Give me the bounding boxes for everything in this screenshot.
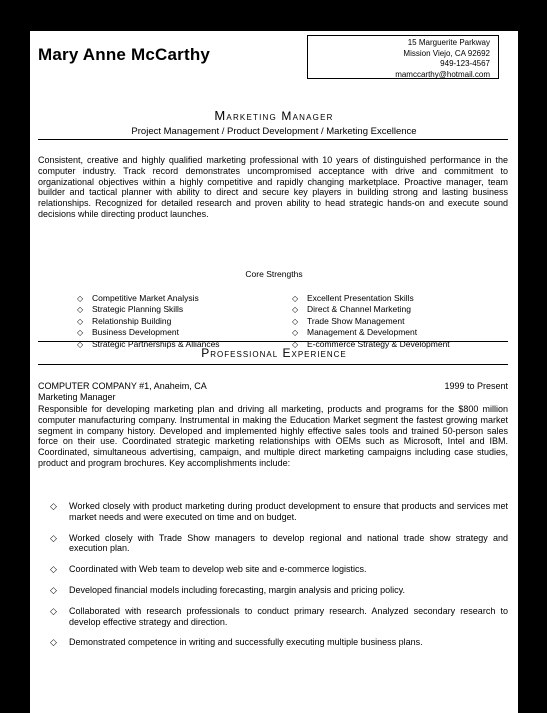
list-item: ◇ Competitive Market Analysis — [77, 293, 199, 303]
position-subtitle: Project Management / Product Development / Marketing Excellence — [131, 126, 417, 137]
diamond-bullet-icon: ◇ — [292, 316, 299, 326]
diamond-bullet-icon: ◇ — [77, 294, 84, 303]
diamond-bullet-icon: ◇ — [50, 532, 57, 543]
section-rule-bottom — [38, 364, 508, 365]
resume-page — [30, 31, 518, 713]
diamond-bullet-icon: ◇ — [292, 339, 299, 349]
diamond-bullet-icon: ◇ — [50, 501, 57, 511]
diamond-bullet-icon: ◇ — [50, 637, 57, 648]
job-role: Marketing Manager — [38, 392, 116, 402]
contact-address: 15 Marguerite Parkway — [407, 38, 490, 47]
list-item: ◇ Developed financial models including forecasting, margin analysis and pricing policy. — [50, 584, 406, 595]
list-item: ◇ Strategic Partnerships & Alliances — [77, 338, 220, 349]
list-item: ◇ Worked closely with Trade Show managers to develop regional and national trade show strategy and execution plan. — [50, 532, 508, 554]
achievements-list — [38, 501, 508, 648]
contact-email: mamccarthy@hotmail.com — [395, 69, 490, 79]
contact-box — [307, 35, 499, 79]
list-item: ◇ Strategic Planning Skills — [77, 304, 184, 315]
list-item: ◇ Coordinated with Web team to develop web site and e-commerce logistics. — [50, 564, 367, 575]
diamond-bullet-icon: ◇ — [50, 605, 57, 616]
company-name: COMPUTER COMPANY #1, Anaheim, CA — [38, 381, 207, 391]
list-item: ◇ Business Development — [77, 327, 179, 338]
list-item: ◇ Worked closely with product marketing during product development to ensure that products and services met market needs and were executed on time and on budget. — [50, 501, 508, 522]
title-rule — [38, 139, 508, 140]
diamond-bullet-icon: ◇ — [292, 305, 299, 315]
diamond-bullet-icon: ◇ — [50, 584, 57, 595]
list-item: ◇ Collaborated with research professionals to conduct primary research. Analyzed secondary research to develop effective strategy and direction. — [50, 605, 508, 627]
diamond-bullet-icon: ◇ — [77, 328, 84, 338]
core-strengths-title: Core Strengths — [245, 269, 303, 279]
job-dates: 1999 to Present — [444, 381, 508, 391]
diamond-bullet-icon: ◇ — [77, 339, 84, 349]
list-item: ◇ E-commerce Strategy & Development — [292, 338, 450, 349]
position-title: Marketing Manager — [214, 108, 334, 123]
diamond-bullet-icon: ◇ — [292, 294, 299, 303]
diamond-bullet-icon: ◇ — [77, 316, 84, 326]
diamond-bullet-icon: ◇ — [77, 305, 84, 315]
contact-phone: 949-123-4567 — [440, 59, 490, 68]
experience-heading: Professional Experience — [201, 346, 347, 360]
contact-city: Mission Viejo, CA 92692 — [403, 48, 490, 58]
list-item: ◇ Demonstrated competence in writing and successfully executing multiple business plans. — [50, 637, 423, 648]
list-item: ◇ Direct & Channel Marketing — [292, 304, 411, 315]
diamond-bullet-icon: ◇ — [50, 564, 57, 575]
job-description: Responsible for developing marketing plan and driving all marketing, products and programs for the $800 million computer manufacturing company. Instrumental in making the Education Market segment the fastest growing market segment in company history. Developed and implemented highly effective sales tools and trained 50-person sales force on their use. Coordinated strategic marketing relationships with OEMs such as Microsoft, Intel and IBM. Coordinated, simultaneous advertising, campaign, and multiple direct marketing campaigns including case studies, product and program brochures. Key accomplishments include: — [38, 404, 508, 468]
section-rule-top — [38, 341, 508, 342]
summary-paragraph: Consistent, creative and highly qualified marketing professional with 10 years of distinguished performance in the computer industry. Track record demonstrates uncompromised acceptance with drive and commitment to organizational objectives within a highly competitive and rapidly changing marketplace. Proactive manager, team builder and tactical planner with ability to direct and secure key players in building strong and lasting business relationships. Recognized for detailed research and proven ability to head strategic hands-on and execute sound decisions while directing product launches. — [38, 155, 508, 219]
candidate-name: Mary Anne McCarthy — [38, 45, 211, 64]
job-company — [38, 381, 508, 391]
list-item: ◇ Trade Show Management — [292, 315, 405, 326]
diamond-bullet-icon: ◇ — [292, 328, 299, 338]
list-item: ◇ Excellent Presentation Skills — [292, 293, 414, 303]
list-item: ◇ Management & Development — [292, 327, 418, 338]
list-item: ◇ Relationship Building — [77, 315, 172, 326]
